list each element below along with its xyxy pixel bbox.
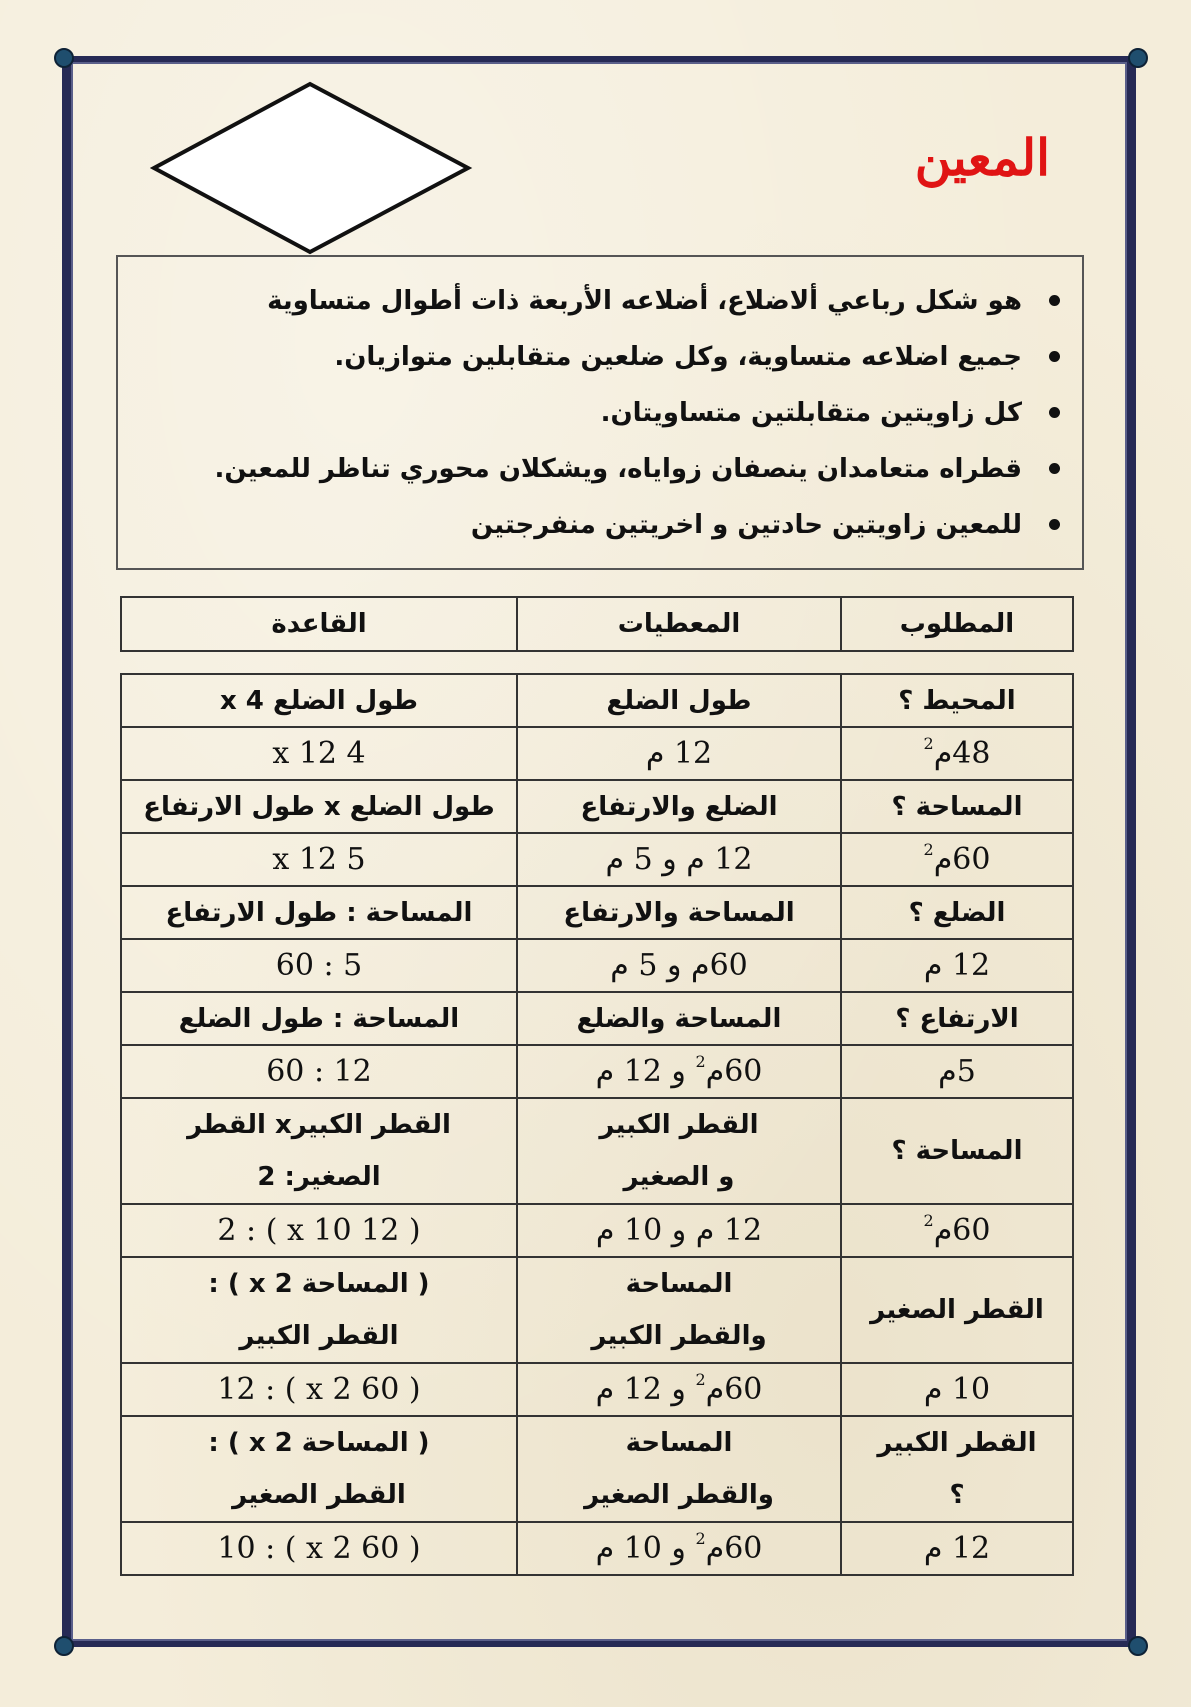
cell-rule: المساحة : طول الضلع xyxy=(121,992,517,1045)
cell-required-value: 48م$^2$ xyxy=(841,727,1073,780)
cell-required: القطر الصغير xyxy=(841,1257,1073,1363)
property-item: جميع اضلاعه متساوية، وكل ضلعين متقابلين متوازيان. xyxy=(128,329,1060,385)
property-item: قطراه متعامدان ينصفان زواياه، ويشكلان محوري تناظر للمعين. xyxy=(128,441,1060,497)
table-row xyxy=(121,1363,1073,1416)
cell-required-value: 12 م xyxy=(841,1522,1073,1575)
cell-required-value: 12 م xyxy=(841,939,1073,992)
properties-list xyxy=(118,257,1082,553)
property-item: هو شكل رباعي ألاضلاع، أضلاعه الأربعة ذات أطوال متساوية xyxy=(128,273,1060,329)
properties-box xyxy=(116,255,1084,570)
table-row xyxy=(121,727,1073,780)
cell-given: المساحة والقطر الصغير xyxy=(517,1416,841,1522)
table-row xyxy=(121,939,1073,992)
bullet-icon xyxy=(1049,463,1060,474)
bullet-icon xyxy=(1049,295,1060,306)
table-row xyxy=(121,1098,1073,1204)
corner-dot-bottom-left xyxy=(54,1636,74,1656)
corner-dot-top-left xyxy=(54,48,74,68)
cell-required: المساحة ؟ xyxy=(841,1098,1073,1204)
cell-required: القطر الكبير ؟ xyxy=(841,1416,1073,1522)
rhombus-diagram xyxy=(150,80,474,256)
table-row xyxy=(121,1416,1073,1522)
cell-given: 12 م و 5 م xyxy=(517,833,841,886)
cell-given: 60م$^2$ و 12 م xyxy=(517,1045,841,1098)
table-row xyxy=(121,1045,1073,1098)
cell-rule: القطر الكبيرx القطر الصغير: 2 xyxy=(121,1098,517,1204)
cell-rule: ( المساحة x 2 ) : القطر الكبير xyxy=(121,1257,517,1363)
bullet-icon xyxy=(1049,351,1060,362)
cell-required: المساحة ؟ xyxy=(841,780,1073,833)
corner-dot-top-right xyxy=(1128,48,1148,68)
cell-given: القطر الكبير و الصغير xyxy=(517,1098,841,1204)
page-title: المعين xyxy=(914,128,1050,187)
cell-given: المساحة والارتفاع xyxy=(517,886,841,939)
corner-dot-bottom-right xyxy=(1128,1636,1148,1656)
cell-rule: طول الضلع x 4 xyxy=(121,674,517,727)
header-rule: القاعدة xyxy=(121,597,517,651)
cell-required-value: 60م$^2$ xyxy=(841,1204,1073,1257)
cell-required: الضلع ؟ xyxy=(841,886,1073,939)
table-header xyxy=(120,596,1074,652)
cell-given: 60م$^2$ و 12 م xyxy=(517,1363,841,1416)
cell-rule: طول الضلع x طول الارتفاع xyxy=(121,780,517,833)
table-row xyxy=(121,992,1073,1045)
property-item: للمعين زاويتين حادتين و اخريتين منفرجتين xyxy=(128,497,1060,553)
cell-required-value: 10 م xyxy=(841,1363,1073,1416)
header-given: المعطيات xyxy=(517,597,841,651)
cell-rule: 4 x 12 xyxy=(121,727,517,780)
cell-required: الارتفاع ؟ xyxy=(841,992,1073,1045)
header-row xyxy=(121,597,1073,651)
bullet-icon xyxy=(1049,519,1060,530)
cell-required: المحيط ؟ xyxy=(841,674,1073,727)
cell-rule: ( 60 x 2 ) : 10 xyxy=(121,1522,517,1575)
header-required: المطلوب xyxy=(841,597,1073,651)
table-row xyxy=(121,1522,1073,1575)
cell-rule: ( المساحة x 2 ) : القطر الصغير xyxy=(121,1416,517,1522)
cell-required-value: 60م$^2$ xyxy=(841,833,1073,886)
table-row xyxy=(121,886,1073,939)
cell-given: الضلع والارتفاع xyxy=(517,780,841,833)
table-row xyxy=(121,674,1073,727)
formulas-table xyxy=(120,673,1074,1576)
property-item: كل زاويتين متقابلتين متساويتان. xyxy=(128,385,1060,441)
cell-rule: المساحة : طول الارتفاع xyxy=(121,886,517,939)
cell-rule: ( 12 x 10 ) : 2 xyxy=(121,1204,517,1257)
table-row xyxy=(121,1257,1073,1363)
bullet-icon xyxy=(1049,407,1060,418)
cell-given: 60م$^2$ و 10 م xyxy=(517,1522,841,1575)
cell-given: طول الضلع xyxy=(517,674,841,727)
table-row xyxy=(121,833,1073,886)
cell-rule: 5 x 12 xyxy=(121,833,517,886)
cell-rule: 5 : 60 xyxy=(121,939,517,992)
cell-given: 12 م و 10 م xyxy=(517,1204,841,1257)
cell-rule: 12 : 60 xyxy=(121,1045,517,1098)
cell-given: المساحة والضلع xyxy=(517,992,841,1045)
cell-rule: ( 60 x 2 ) : 12 xyxy=(121,1363,517,1416)
cell-given: 60م و 5 م xyxy=(517,939,841,992)
cell-given: المساحة والقطر الكبير xyxy=(517,1257,841,1363)
table-row xyxy=(121,780,1073,833)
table-row xyxy=(121,1204,1073,1257)
cell-required-value: 5م xyxy=(841,1045,1073,1098)
cell-given: 12 م xyxy=(517,727,841,780)
